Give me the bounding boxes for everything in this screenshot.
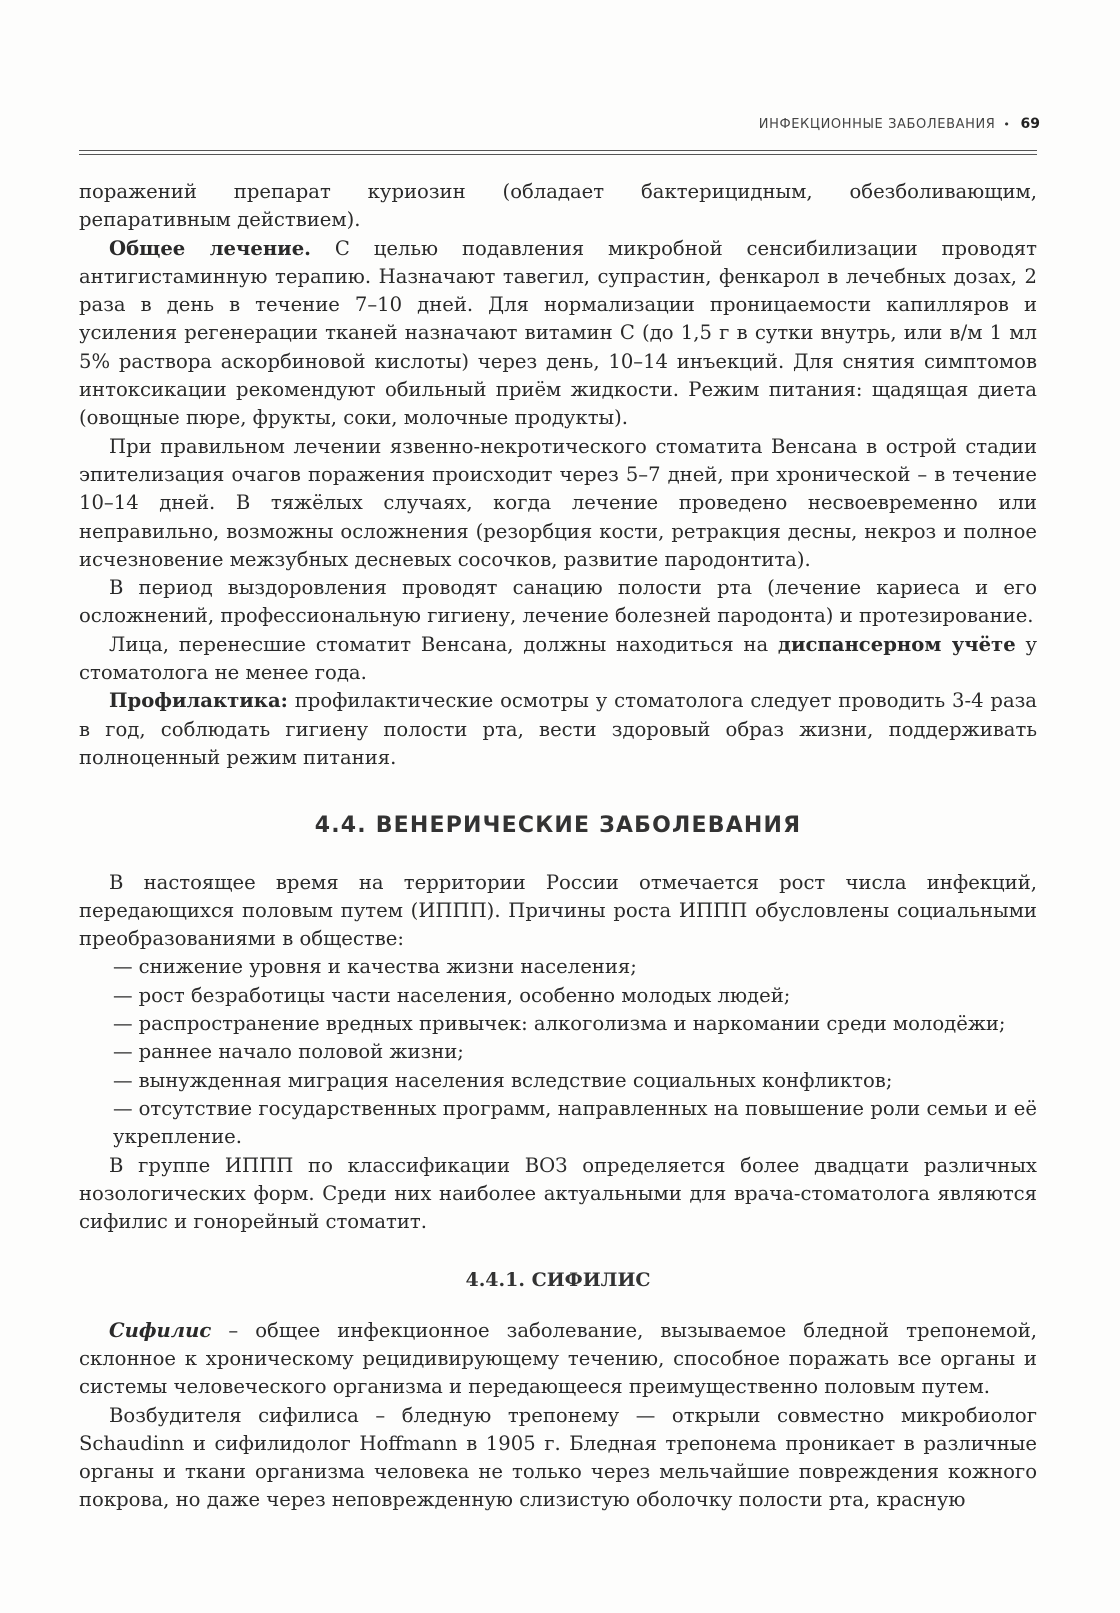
list-item: — рост безработицы части населения, особенно молодых людей;: [113, 983, 791, 1007]
list-dash: —: [113, 1012, 133, 1036]
list-dash: —: [113, 1040, 133, 1064]
subsection-heading: 4.4.1. СИФИЛИС: [465, 1269, 651, 1292]
list-dash: —: [113, 955, 133, 979]
header-rule: [79, 150, 1037, 155]
running-title: ИНФЕКЦИОННЫЕ ЗАБОЛЕВАНИЯ: [758, 117, 996, 132]
paragraph-dispensary: [79, 631, 1037, 688]
paragraph-continuation: поражений препарат куриозин (обладает бактерицидным, обезболивающим, репаративным действием).: [79, 180, 1037, 232]
paragraph-who-classification: В группе ИППП по классификации ВОЗ определяется более двадцати различных нозологических форм. Среди них наиболее актуальными для врача-стоматолога являются сифилис и гонорейный стоматит.: [79, 1153, 1037, 1234]
paragraph-lead-general-treatment: Общее лечение.: [109, 236, 311, 260]
causes-list: [79, 953, 1037, 1151]
page-number: 69: [1020, 116, 1040, 132]
running-header: [759, 116, 1040, 132]
paragraph-syphilis-definition: [79, 1317, 1037, 1402]
section-heading: 4.4. ВЕНЕРИЧЕСКИЕ ЗАБОЛЕВАНИЯ: [314, 813, 802, 839]
paragraph-lead-prevention: Профилактика:: [109, 689, 288, 713]
paragraph-stis-intro: В настоящее время на территории России отмечается рост числа инфекций, передающихся половым путем (ИППП). Причины роста ИППП обусловлены социальными преобразованиями в обществе:: [79, 870, 1037, 951]
paragraph-general-treatment: [79, 235, 1037, 433]
paragraph-pathogen: Возбудителя сифилиса – бледную трепонему — открыли совместно микробиолог Schaudinn и сифилидолог Hoffmann в 1905 г. Бледная трепонема проникает в различные органы и ткани организма человека не только через мельчайшие повреждения кожного покрова, но даже через неповрежденную слизистую оболочку полости рта, красную: [79, 1403, 1037, 1512]
paragraph-text: Лица, перенесшие стоматит Венсана, должны находиться на: [109, 632, 778, 656]
paragraph-text: профилактические осмотры у стоматолога следует проводить 3-4 раза в год, соблюдать гигиену полости рта, вести здоровый образ жизни, поддерживать полноценный режим питания.: [79, 689, 1037, 769]
paragraph-recovery: В период выздоровления проводят санацию полости рта (лечение кариеса и его осложнений, профессиональную гигиену, лечение болезней пародонта) и протезирование.: [79, 576, 1037, 628]
paragraph-text: С целью подавления микробной сенсибилизации проводят антигистаминную терапию. Назначают тавегил, супрастин, фенкарол в лечебных дозах, 2 раза в день в течение 7–10 дней. Для нормализации проницаемости капилляров и усиления регенерации тканей назначают витамин С (до 1,5 г в сутки внутрь, или в/м 1 мл 5% раствора аскорбиновой кислоты) через день, 10–14 инъекций. Для снятия симптомов интоксикации рекомендуют обильный приём жидкости. Режим питания: щадящая диета (овощные пюре, фрукты, соки, молочные продукты).: [79, 236, 1037, 430]
emphasis-dispensary: диспансерном учёте: [777, 632, 1016, 656]
list-dash: —: [113, 983, 133, 1007]
paragraph-text: у стоматолога не менее года.: [79, 632, 1037, 685]
paragraph-prognosis: При правильном лечении язвенно-некротического стоматита Венсана в острой стадии эпителизация очагов поражения происходит через 5–7 дней, при хронической – в течение 10–14 дней. В тяжёлых случаях, когда лечение проведено несвоевременно или неправильно, возможны осложнения (резорбция кости, ретракция десны, некроз и полное исчезновение межзубных десневых сосочков, развитие пародонтита).: [79, 434, 1037, 571]
paragraph-prevention: [79, 687, 1037, 772]
term-syphilis: Сифилис: [109, 1318, 212, 1342]
list-item: — снижение уровня и качества жизни населения;: [113, 955, 637, 979]
page-body: [79, 178, 1037, 1515]
list-item: — распространение вредных привычек: алкоголизма и наркомании среди молодёжи;: [113, 1012, 1006, 1036]
list-item: — отсутствие государственных программ, направленных на повышение роли семьи и её укрепление.: [113, 1096, 1037, 1149]
header-bullet: •: [1003, 118, 1011, 131]
list-item: — вынужденная миграция населения вследствие социальных конфликтов;: [113, 1068, 893, 1092]
list-dash: —: [113, 1096, 133, 1120]
list-item: — раннее начало половой жизни;: [113, 1040, 464, 1064]
list-dash: —: [113, 1068, 133, 1092]
paragraph-text: – общее инфекционное заболевание, вызываемое бледной трепонемой, склонное к хроническому рецидивирующему течению, способное поражать все органы и системы человеческого организма и передающееся преимущественно половым путем.: [79, 1318, 1037, 1399]
